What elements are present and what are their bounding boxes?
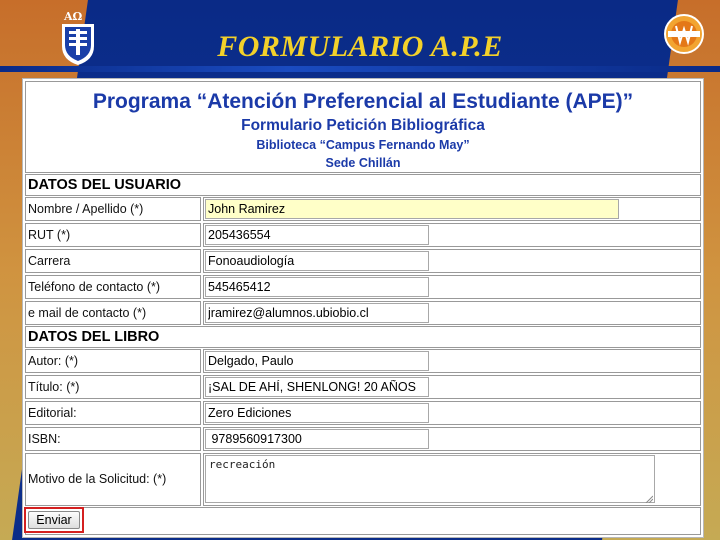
user-section-title: DATOS DEL USUARIO: [25, 174, 701, 196]
name-input[interactable]: [205, 199, 619, 219]
submit-highlight-frame: [24, 507, 84, 533]
author-input[interactable]: [205, 351, 429, 371]
rut-cell: [203, 223, 701, 247]
publisher-input[interactable]: [205, 403, 429, 423]
phone-input[interactable]: [205, 277, 429, 297]
submit-row: [25, 507, 701, 535]
rut-label: RUT (*): [25, 223, 201, 247]
publisher-cell: [203, 401, 701, 425]
career-label: Carrera: [25, 249, 201, 273]
slide-title: FORMULARIO A.P.E: [217, 30, 503, 63]
form-header: [25, 81, 701, 173]
phone-label: Teléfono de contacto (*): [25, 275, 201, 299]
form-name: Formulario Petición Bibliográfica: [241, 117, 485, 134]
isbn-input[interactable]: [205, 429, 429, 449]
header-divider: [0, 66, 720, 72]
email-label: e mail de contacto (*): [25, 301, 201, 325]
book-request-form: [22, 78, 704, 538]
werken-round-logo-icon: [664, 14, 704, 54]
career-cell: [203, 249, 701, 273]
isbn-label: ISBN:: [25, 427, 201, 451]
publisher-label: Editorial:: [25, 401, 201, 425]
reason-cell: [203, 453, 701, 506]
name-cell: [203, 197, 701, 221]
name-label: Nombre / Apellido (*): [25, 197, 201, 221]
title-label: Título: (*): [25, 375, 201, 399]
campus-name: Sede Chillán: [325, 156, 401, 170]
isbn-cell: [203, 427, 701, 451]
phone-cell: [203, 275, 701, 299]
rut-input[interactable]: [205, 225, 429, 245]
reason-label: Motivo de la Solicitud: (*): [25, 453, 201, 506]
book-section-title: DATOS DEL LIBRO: [25, 326, 701, 348]
title-input[interactable]: [205, 377, 429, 397]
svg-text:AΩ: AΩ: [64, 10, 83, 23]
reason-textarea[interactable]: [205, 455, 655, 503]
author-label: Autor: (*): [25, 349, 201, 373]
library-name: Biblioteca “Campus Fernando May”: [256, 138, 470, 152]
submit-button[interactable]: Enviar: [28, 511, 80, 529]
email-input[interactable]: [205, 303, 429, 323]
email-cell: [203, 301, 701, 325]
author-cell: [203, 349, 701, 373]
career-input[interactable]: [205, 251, 429, 271]
title-cell: [203, 375, 701, 399]
textarea-resize-grip-icon[interactable]: [645, 495, 653, 503]
program-title: Programa “Atención Preferencial al Estudiante (APE)”: [92, 90, 634, 113]
